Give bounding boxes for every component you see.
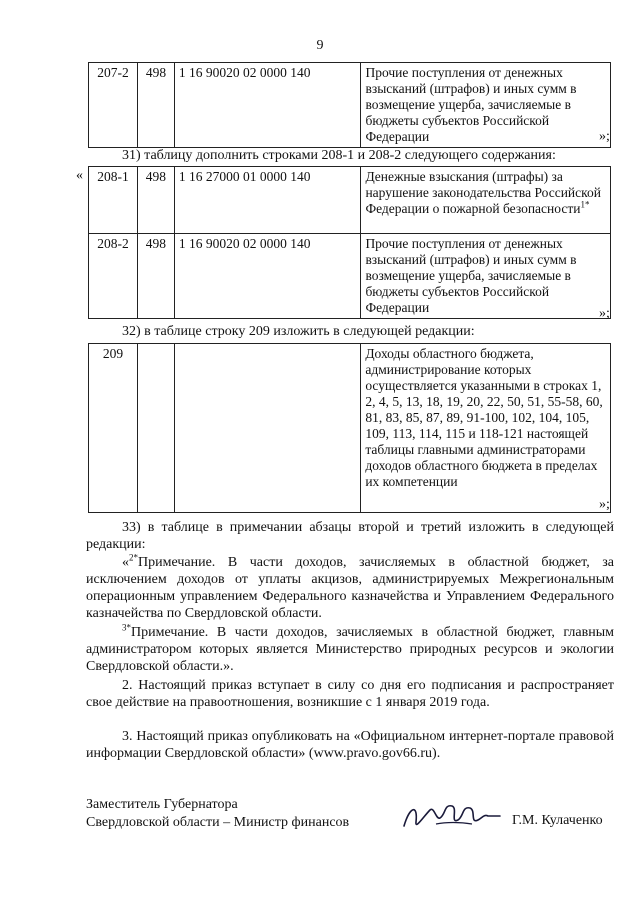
item-32: 32) в таблице строку 209 изложить в следующей редакции: [122, 324, 475, 339]
note-2: «$^{2*}$Примечание. В части доходов, зачисляемых в областной бюджет, за исключением доходов от уплаты акцизов, администрируемых Межрегиональным операционным управлением Федерального казначейства и Управлением Федерального казначейства по Свердловской области. [86, 552, 614, 621]
row-number: 207-2 [89, 63, 138, 148]
income-name: Прочие поступления от денежных взысканий (штрафов) и иных сумм в возмещение ущерба, зачисляемые в бюджеты субъектов Российской Федерации [361, 234, 611, 319]
opening-quote: « [76, 168, 83, 183]
note-3: $^{3*}$Примечание. В части доходов, зачисляемых в областной бюджет, главным администратором которых является Министерство природных ресурсов и экологии Свердловской области.». [86, 622, 614, 674]
table-row [89, 167, 611, 234]
page-number: 9 [316, 38, 324, 53]
item-33: 33) в таблице в примечании абзацы второй и третий изложить в следующей редакции: [86, 520, 614, 552]
row-number: 209 [89, 344, 138, 513]
closing-quote: »; [599, 306, 610, 321]
income-name: Денежные взыскания (штрафы) за нарушение законодательства Российской Федерации о пожарной безопасности$^{1*}$ [361, 167, 611, 234]
signatory-title: Заместитель Губернатора Свердловской области – Министр финансов [86, 797, 350, 830]
admin-code: 498 [137, 63, 174, 148]
row-number: 208-1 [89, 167, 138, 234]
admin-code [137, 344, 174, 513]
budget-code: 1 16 90020 02 0000 140 [174, 63, 361, 148]
income-name: Прочие поступления от денежных взысканий (штрафов) и иных сумм в возмещение ущерба, зачисляемые в бюджеты субъектов Российской Федерации [361, 63, 611, 148]
table-fragment-208 [88, 166, 611, 319]
table-row [89, 234, 611, 319]
row-number: 208-2 [89, 234, 138, 319]
closing-quote: »; [599, 129, 610, 144]
footnote-mark: 2* [129, 552, 138, 563]
footnote-mark: 1* [580, 199, 590, 210]
handwritten-signature [400, 796, 505, 836]
table-row [89, 344, 611, 513]
item-31: 31) таблицу дополнить строками 208-1 и 208-2 следующего содержания: [122, 148, 556, 163]
table-row [89, 63, 611, 148]
income-name: Доходы областного бюджета, администрирование которых осуществляется указанными в строках 1, 2, 4, 5, 13, 18, 19, 20, 22, 50, 51, 55-58, 60, 81, 83, 85, 87, 89, 91-100, 102, 104, 105, 109, 113, 114, 115 и 118-121 настоящей таблицы главными администраторами доходов областного бюджета в пределах их компетенции [361, 344, 611, 513]
budget-code: 1 16 27000 01 0000 140 [174, 167, 361, 234]
admin-code: 498 [137, 167, 174, 234]
closing-quote: »; [599, 497, 610, 512]
table-fragment-207-2 [88, 62, 611, 148]
admin-code: 498 [137, 234, 174, 319]
table-fragment-209 [88, 343, 611, 513]
paragraph-2: 2. Настоящий приказ вступает в силу со дня его подписания и распространяет свое действие на правоотношения, возникшие с 1 января 2019 года. [86, 678, 614, 710]
footnote-mark: 3* [122, 622, 131, 633]
signatory-name: Г.М. Кулаченко [512, 813, 603, 828]
budget-code: 1 16 90020 02 0000 140 [174, 234, 361, 319]
budget-code [174, 344, 360, 513]
paragraph-3: 3. Настоящий приказ опубликовать на «Официальном интернет-портале правовой информации Свердловской области» (www.pravo.gov66.ru). [86, 729, 614, 761]
